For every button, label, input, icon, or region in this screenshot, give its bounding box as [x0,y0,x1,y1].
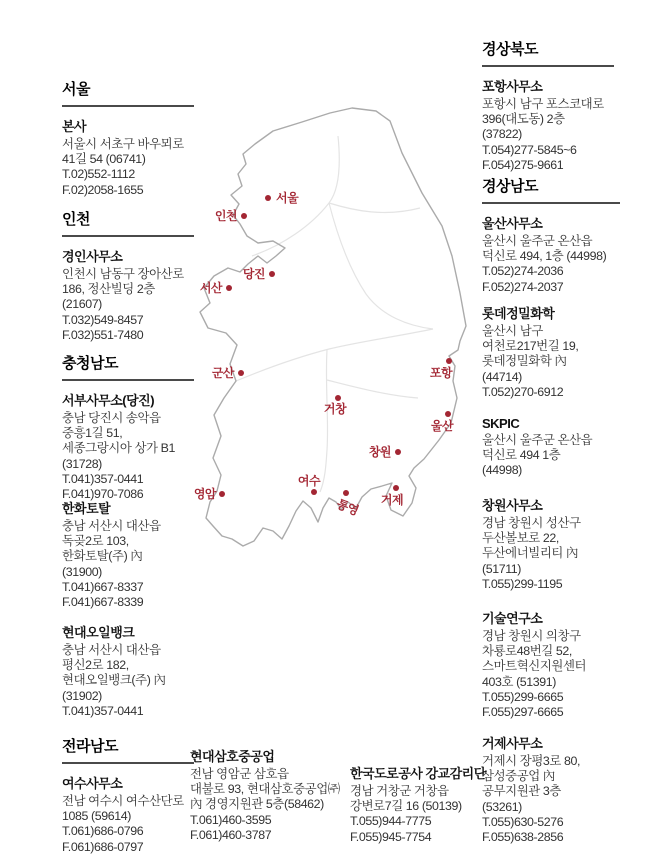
section-jeollanamdo [62,735,194,855]
address-line: 서울시 서초구 바우뫼로 [62,137,184,151]
section-incheon [62,208,194,343]
map-marker-dot [446,358,452,364]
office-name: 거제사무소 [482,736,543,751]
address-line: 여천로217번길 19, [482,339,579,354]
address-line: 차룡로48번길 52, [482,644,572,659]
map-marker-dot [445,411,451,417]
office-address [62,411,194,502]
korea-map-svg [190,98,480,573]
korea-outline [200,108,466,546]
divider [62,235,194,237]
address-line: 충남 당진시 송악읍 [62,411,161,425]
office-name: 기술연구소 [482,611,543,626]
address-line: T.041)357-0441 [62,703,144,718]
address-line: 롯데정밀화학 內 [482,354,567,369]
section-hyundai-oilbank [62,622,194,719]
address-line: 경남 창원시 성산구 [482,516,581,530]
map-marker-dot [335,395,341,401]
divider [62,105,194,107]
section-gyeongsangbukdo [482,38,614,173]
address-line: 중흥1길 51, [62,426,123,441]
map-marker-label: 통영 [334,496,361,518]
address-line: T.041)667-8337 [62,579,144,594]
address-line: F.055)945-7754 [350,829,432,844]
map-marker-label: 거창 [323,402,347,416]
address-line: T.052)270-6912 [482,384,564,399]
divider [62,379,194,381]
address-line: F.054)275-9661 [482,157,564,172]
region-title: 경상남도 [482,178,538,195]
office-name: 울산사무소 [482,216,543,231]
address-line: T.055)299-6665 [482,689,564,704]
address-line: 전남 여수시 여수산단로 [62,794,184,808]
office-address [62,137,194,198]
office-name: 한국도로공사 강교감리단 [350,766,486,781]
address-line: 한화토탈(주) 內 [62,549,143,564]
address-line: T.032)549-8457 [62,312,144,327]
address-line: 경남 거창군 거창읍 [350,784,449,798]
province-boundary [320,350,328,492]
map-marker-dot [269,271,275,277]
address-line: F.061)686-0797 [62,839,144,854]
address-line: T.02)552-1112 [62,167,135,182]
map-marker-label: 여수 [297,474,321,488]
office-name: SKPIC [482,416,520,431]
address-line: T.054)277-5845~6 [482,142,577,157]
address-line: 독곶2로 103, [62,534,129,549]
office-name: 현대오일뱅크 [62,625,135,640]
address-line: 현대오일뱅크(주) 內 [62,673,166,688]
section-lotte-fine-chemical [482,303,620,400]
section-gyeongsangnamdo [482,175,620,295]
korea-map [190,98,480,573]
office-name: 경인사무소 [62,249,123,264]
office-name: 서부사무소(당진) [62,393,155,408]
address-line: 충남 서산시 대산읍 [62,519,161,533]
address-line: 충남 서산시 대산읍 [62,643,161,657]
map-marker-label: 서산 [199,281,222,295]
address-line: (44714) [482,369,522,384]
address-line: 울산시 울주군 온산읍 [482,433,593,447]
office-name: 한화토탈 [62,501,111,516]
map-marker-dot [226,285,232,291]
address-line: 두산볼보로 22, [482,531,559,546]
address-line: T.061)460-3595 [190,812,272,827]
address-line: (37822) [482,127,522,142]
address-line: F.032)551-7480 [62,327,144,342]
map-marker-label: 포항 [429,366,453,380]
address-line: 포항시 남구 포스코대로 [482,97,604,111]
section-hanwha-total [62,498,194,610]
address-line: (44998) [482,463,522,478]
address-line: F.02)2058-1655 [62,182,144,197]
address-line: 전남 영암군 삼호읍 [190,767,289,781]
region-title: 충청남도 [62,355,118,372]
address-line: (31728) [62,456,102,471]
province-boundary [329,203,433,329]
address-line: F.055)297-6665 [482,705,564,720]
region-title: 인천 [62,211,90,228]
office-address [482,234,620,295]
address-line: 대불로 93, 현대삼호중공업㈜ [190,782,340,797]
office-name: 창원사무소 [482,498,543,513]
section-chungcheongnamdo [62,352,194,502]
address-line: T.055)630-5276 [482,814,564,829]
address-line: 두산에너빌리티 內 [482,546,579,561]
section-changwon-office [482,495,620,592]
address-line: 186, 정산빌딩 2층 [62,282,155,297]
office-address [482,324,620,400]
map-marker-label: 군산 [211,366,234,380]
map-marker-dot [219,491,225,497]
office-address [482,433,620,479]
section-seoul [62,78,194,198]
office-address [482,516,620,592]
section-hyundai-samho [190,746,352,843]
map-marker-dot [311,489,317,495]
address-line: F.055)638-2856 [482,830,564,845]
address-line: 삼성중공업 內 [482,769,555,784]
section-skpic [482,416,620,479]
office-name: 롯데정밀화학 [482,306,555,321]
address-line: 內 경영지원관 5층(58462) [190,797,324,812]
address-line: (31900) [62,564,102,579]
map-marker-dot [238,370,244,376]
map-marker-label: 서울 [276,191,299,205]
map-marker-label: 울산 [430,419,454,433]
map-marker-dot [241,213,247,219]
address-line: F.061)460-3787 [190,827,272,842]
address-line: T.052)274-2036 [482,264,564,279]
address-line: 덕신로 494, 1층 (44998) [482,249,607,264]
map-marker-label: 당진 [242,267,265,281]
address-line: T.061)686-0796 [62,824,144,839]
map-marker-dot [393,485,399,491]
office-address [482,629,620,720]
office-address [482,97,614,173]
section-expressway-supervision [350,763,492,845]
divider [482,65,614,67]
address-line: F.052)274-2037 [482,279,564,294]
address-line: 강변로7길 16 (50139) [350,799,462,814]
address-line: 스마트혁신지원센터 [482,659,587,674]
address-line: 1085 (59614) [62,809,131,824]
office-name: 현대삼호중공업 [190,749,275,764]
office-address [482,754,620,845]
address-line: 396(대도동) 2층 [482,112,565,127]
map-marker-dot [265,195,271,201]
office-address [190,767,352,843]
map-marker-dot [395,449,401,455]
address-line: 덕신로 494 1층 [482,448,561,463]
office-address [62,267,194,343]
divider [62,762,194,764]
office-address [62,794,194,855]
map-marker-label: 인천 [214,209,237,223]
address-line: (51711) [482,561,521,576]
office-name: 포항사무소 [482,79,543,94]
region-title: 전라남도 [62,738,118,755]
map-marker-label: 거제 [380,493,404,507]
office-address [62,519,194,610]
address-line: 403호 (51391) [482,674,556,689]
map-markers [194,190,454,518]
province-boundary [327,380,418,398]
divider [482,202,620,204]
address-line: (31902) [62,688,102,703]
address-line: F.041)667-8339 [62,595,144,610]
address-line: 공무지원관 3층 [482,784,561,799]
section-geoje-office [482,733,620,845]
address-line: 인천시 남동구 장아산로 [62,267,184,281]
address-line: 울산시 울주군 온산읍 [482,234,593,248]
office-name: 여수사무소 [62,776,123,791]
address-line: 울산시 남구 [482,324,543,338]
map-marker-label: 창원 [368,445,391,459]
address-line: 세종그랑시아 상가 B1 [62,441,175,456]
address-line: F.041)970-7086 [62,487,144,502]
address-line: T.041)357-0441 [62,471,144,486]
address-line: T.055)299-1195 [482,576,563,591]
address-line: 평신2로 182, [62,658,129,673]
region-title: 경상북도 [482,41,538,58]
province-boundary [236,329,433,381]
province-boundary [329,203,420,212]
map-marker-dot [343,490,349,496]
address-line: (53261) [482,799,522,814]
address-line: 41길 54 (06741) [62,152,146,167]
address-line: 거제시 장평3로 80, [482,754,581,768]
map-marker-label: 영암 [193,487,216,501]
office-address [62,643,194,719]
address-line: T.055)944-7775 [350,814,432,829]
region-title: 서울 [62,81,90,98]
address-line: 경남 창원시 의창구 [482,629,581,643]
section-rnd-center [482,608,620,720]
address-line: (21607) [62,297,102,312]
office-name: 본사 [62,119,87,134]
